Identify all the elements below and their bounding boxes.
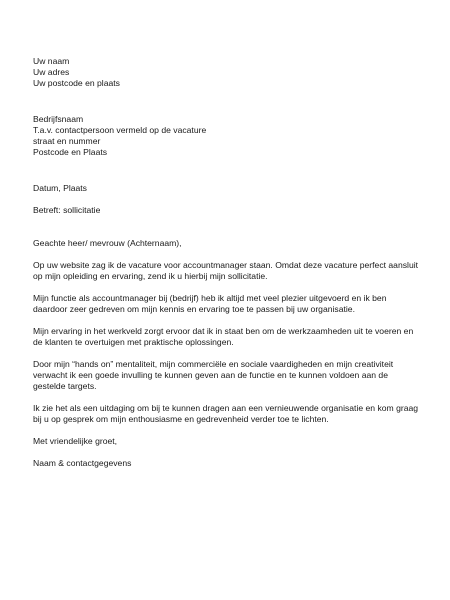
recipient-company: Bedrijfsnaam (33, 114, 84, 124)
paragraph-1 (33, 260, 438, 282)
paragraph-3 (33, 326, 438, 348)
sender-postcode-city: Uw postcode en plaats (33, 78, 120, 88)
paragraph-line: gestelde targets. (33, 381, 97, 391)
signature: Naam & contactgegevens (33, 458, 132, 468)
closing: Met vriendelijke groet, (33, 436, 118, 446)
paragraph-5 (33, 403, 438, 425)
paragraph-line: daardoor zeer gedreven om mijn kennis en ervaring toe te passen bij uw organisatie. (33, 304, 355, 314)
paragraph-line: bij u op gesprek om mijn enthousiasme en gedrevenheid verder toe te lichten. (33, 414, 329, 424)
sender-address: Uw adres (33, 67, 70, 77)
date-place: Datum, Plaats (33, 183, 87, 193)
paragraph-line: verwacht ik een goede invulling te kunnen geven aan de functie en te kunnen voldoen aan de (33, 370, 388, 380)
paragraph-line: de klanten te overtuigen met praktische oplossingen. (33, 337, 234, 347)
paragraph-line: Mijn ervaring in het werkveld zorgt ervoor dat ik in staat ben om de werkzaamheden uit te voeren en (33, 326, 414, 336)
paragraph-line: Ik zie het als een uitdaging om bij te kunnen dragen aan een vernieuwende organisatie en kom graag (33, 403, 419, 413)
sender-name: Uw naam (33, 56, 70, 66)
recipient-attention: T.a.v. contactpersoon vermeld op de vacature (33, 125, 207, 135)
recipient-postcode-city: Postcode en Plaats (33, 147, 108, 157)
paragraph-line: Mijn functie als accountmanager bij (bedrijf) heb ik altijd met veel plezier uitgevoerd en ik ben (33, 293, 387, 303)
paragraph-line: Op uw website zag ik de vacature voor accountmanager staan. Omdat deze vacature perfect aansluit (33, 260, 419, 270)
paragraph-line: Door mijn “hands on” mentaliteit, mijn commerciële en sociale vaardigheden en mijn creativiteit (33, 359, 394, 369)
recipient-block (33, 114, 438, 158)
sender-block (33, 56, 438, 89)
paragraph-line: op mijn opleiding en ervaring, zend ik u hierbij mijn sollicitatie. (33, 271, 268, 281)
subject-line: Betreft: sollicitatie (33, 205, 101, 215)
salutation: Geachte heer/ mevrouw (Achternaam), (33, 238, 182, 248)
paragraph-4 (33, 359, 438, 392)
paragraph-2 (33, 293, 438, 315)
recipient-street: straat en nummer (33, 136, 101, 146)
letter-body (33, 56, 438, 469)
